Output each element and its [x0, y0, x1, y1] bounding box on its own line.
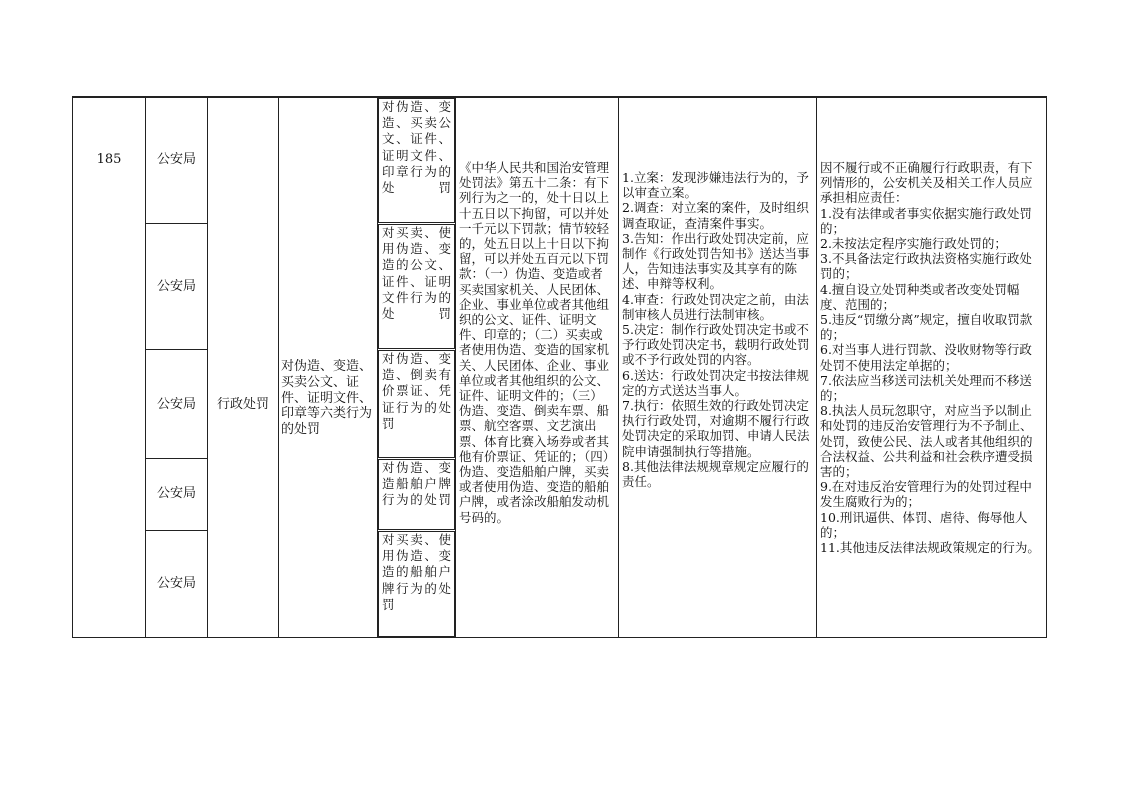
col-divider: [207, 96, 208, 638]
col-divider: [145, 96, 146, 638]
sub-item: 对伪造、变造船舶户牌行为的处罚: [378, 459, 455, 530]
accountability-cases: 因不履行或不正确履行行政职责，有下列情形的，公安机关及相关工作人员应承担相应责任： 1.没有法律或者事实依据实施行政处罚的； 2.未按法定程序实施行政处罚的； 3.不具备法定行政执法资格实施行政处罚的； 4.擅自设立处罚种类或者改变处罚幅度、范围的； 5.违反“罚缴分离”规定，擅自收取罚款的； 6.对当事人进行罚款、没收财物等行政处罚不使用法定单据的； 7.依法应当移送司法机关处理而不移送的； 8.执法人员玩忽职守，对应当予以制止和处罚的违反治安管理行为不予制止、处罚，致使公民、法人或者其他组织的合法权益、公共利益和社会秩序遭受损害的； 9.在对违反治安管理行为的处罚过程中发生腐败行为的； 10.刑讯逼供、体罚、虐待、侮辱他人的； 11.其他违反法律法规政策规定的行为。: [820, 160, 1040, 556]
power-type: 行政处罚: [216, 397, 269, 412]
row-divider: [146, 223, 207, 224]
sub-item: 对买卖、使用伪造、变造的公文、证件、证明文件行为的处罚: [378, 224, 455, 349]
item-name: 对伪造、变造、买卖公文、证件、证明文件、印章等六类行为的处罚: [281, 359, 373, 438]
department-cell: 公安局: [156, 486, 196, 501]
row-divider: [146, 349, 207, 350]
row-divider: [146, 458, 207, 459]
department-cell: 公安局: [156, 279, 196, 294]
sub-item: 对买卖、使用伪造、变造的船舶户牌行为的处罚: [378, 531, 455, 637]
col-divider: [618, 96, 619, 638]
sub-item: 对伪造、变造、买卖公文、证件、证明文件、印章行为的处罚: [378, 98, 455, 223]
item-number: 185: [96, 152, 122, 167]
department-cell: 公安局: [156, 397, 196, 412]
sub-item: 对伪造、变造、倒卖有价票证、凭证行为的处罚: [378, 350, 455, 458]
row-divider: [146, 530, 207, 531]
department-cell: 公安局: [156, 576, 196, 591]
department-cell: 公安局: [156, 152, 196, 167]
responsibility-steps: 1.立案：发现涉嫌违法行为的，予以审查立案。 2.调查：对立案的案件，及时组织调查取证，查清案件事实。 3.告知：作出行政处罚决定前，应制作《行政处罚告知书》送达当事人，告知违法事实及其享有的陈述、申辩等权利。 4.审查：行政处罚决定之前，由法制审核人员进行法制审核。 5.决定：制作行政处罚决定书或不予行政处罚决定书，载明行政处罚或不予行政处罚的内容。 6.送达：行政处罚决定书按法律规定的方式送达当事人。 7.执行：依照生效的行政处罚决定执行行政处罚，对逾期不履行行政处罚决定的采取加罚、申请人民法院申请强制执行等措施。 8.其他法律法规规章规定应履行的责任。: [622, 170, 810, 490]
col-divider: [816, 96, 817, 638]
table-top-border: [73, 96, 1047, 98]
legal-basis: 《中华人民共和国治安管理处罚法》第五十二条：有下列行为之一的，处十日以上十五日以下拘留，可以并处一千元以下罚款；情节较轻的，处五日以上十日以下拘留，可以并处五百元以下罚款：（一）伪造、变造或者买卖国家机关、人民团体、企业、事业单位或者其他组织的公文、证件、证明文件、印章的；（二）买卖或者使用伪造、变造的国家机关、人民团体、企业、事业单位或者其他组织的公文、证件、证明文件的；（三）伪造、变造、倒卖车票、船票、航空客票、文艺演出票、体育比赛入场券或者其他有价票证、凭证的；（四）伪造、变造船舶户牌，买卖或者使用伪造、变造的船舶户牌，或者涂改船舶发动机号码的。: [459, 160, 610, 525]
col-divider: [455, 96, 456, 638]
col-divider: [72, 96, 73, 638]
col-divider: [278, 96, 279, 638]
col-divider: [1046, 96, 1047, 638]
